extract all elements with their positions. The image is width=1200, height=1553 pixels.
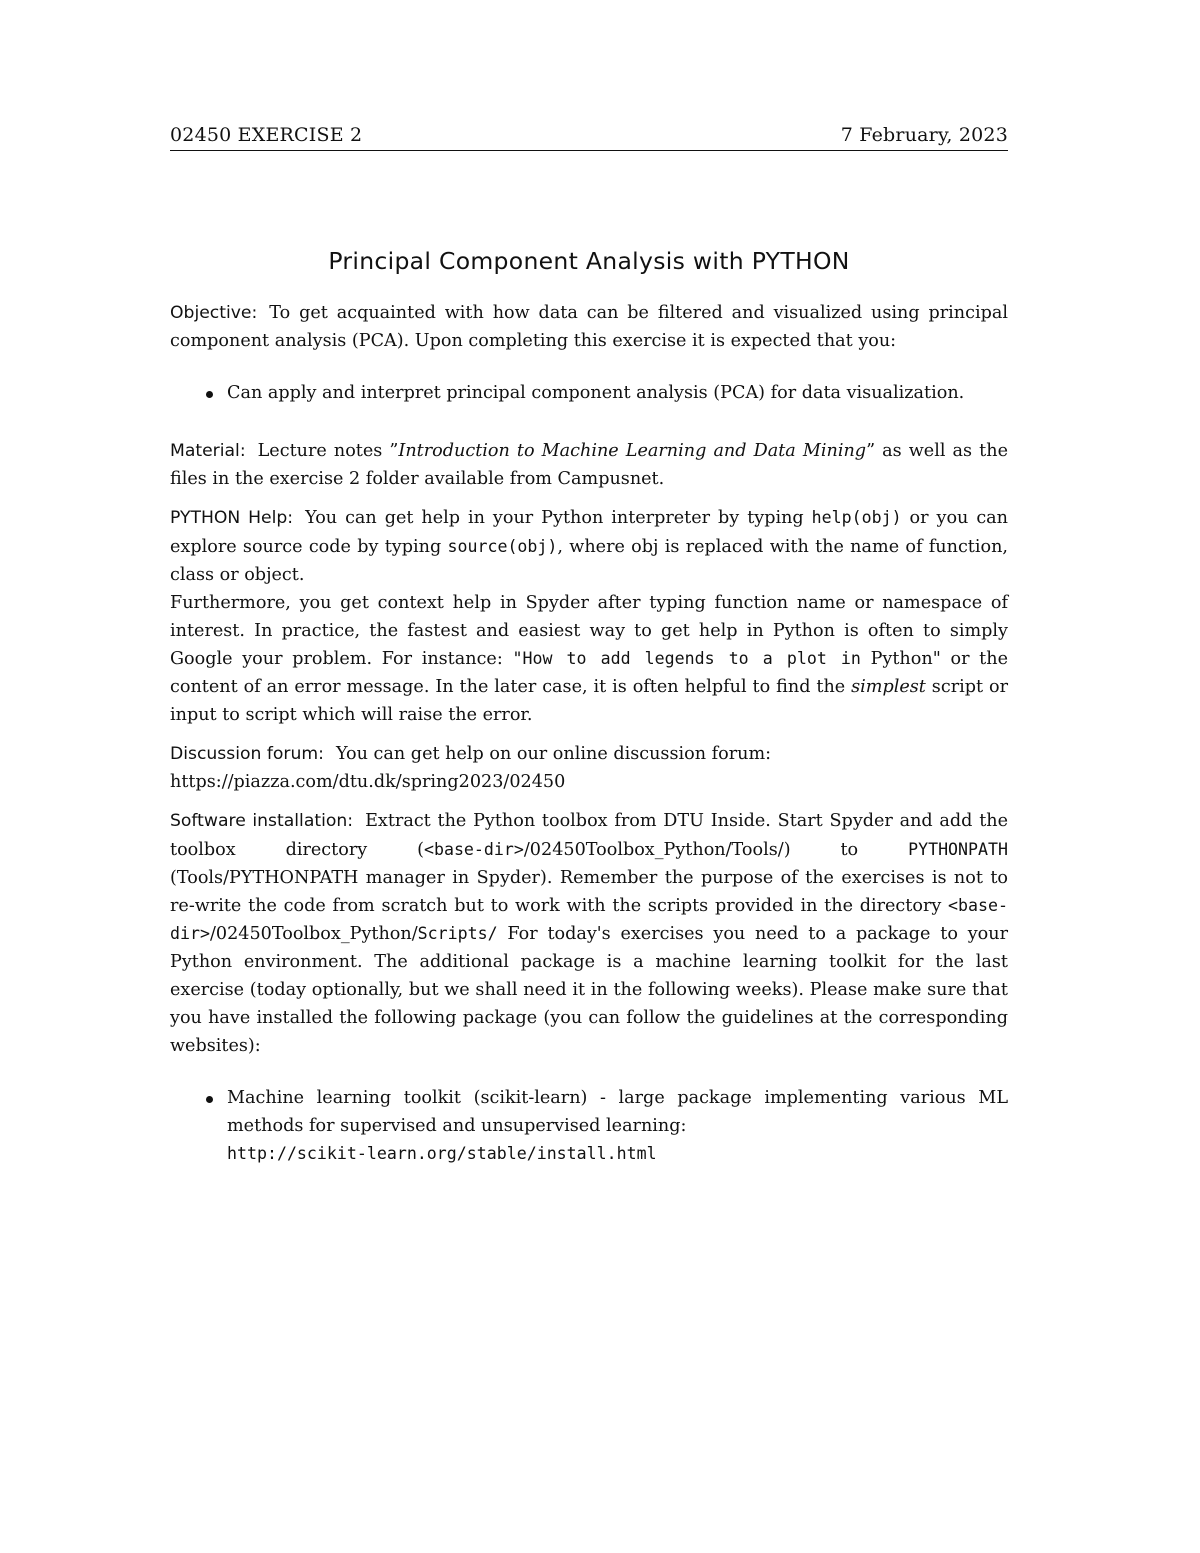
- python-help-text-1: You can get help in your Python interpreter by typing: [305, 508, 812, 529]
- python-help-text-3: , where obj is replaced with the name of function, class or object.: [170, 536, 1009, 585]
- list-item: [227, 1084, 1008, 1168]
- scikit-learn-link[interactable]: http://scikit-learn.org/stable/install.html: [227, 1144, 657, 1164]
- python-help-paragraph: [170, 504, 1008, 588]
- objective-bullet-text: Can apply and interpret principal component analysis (PCA) for data visualization.: [227, 383, 965, 404]
- material-text-after: ” as well as the files in the exercise 2 folder available from Campusnet.: [170, 441, 1008, 490]
- discussion-forum-link[interactable]: https://piazza.com/dtu.dk/spring2023/02450: [170, 772, 566, 793]
- course-exercise-label: 02450 EXERCISE 2: [170, 124, 363, 146]
- bullet-icon: [206, 391, 213, 398]
- list-item: [227, 379, 1008, 407]
- software-label: Software installation:: [170, 811, 354, 832]
- pythonpath-code: PYTHONPATH: [908, 839, 1008, 859]
- material-label: Material:: [170, 441, 246, 462]
- software-text-1: Extract the Python toolbox from DTU Inside. Start Spyder and add the toolbox directory (: [170, 811, 1009, 860]
- document-title: Principal Component Analysis with PYTHON: [328, 247, 850, 275]
- scripts-code: Scripts/: [417, 923, 498, 943]
- python-help-paragraph-2: [170, 589, 1008, 729]
- example-query-code: "How to add legends to a plot in: [512, 648, 861, 668]
- discussion-text: You can get help on our online discussion forum:: [335, 744, 772, 765]
- python-help-text-2: or you can explore source code by typing: [170, 508, 1009, 557]
- software-text-2: /02450Toolbox_Python/Tools/) to: [523, 839, 909, 860]
- python-help-text-5: Python" or the content of an error message. In the later case, it is often helpful to find the: [170, 648, 1008, 698]
- discussion-paragraph: [170, 740, 1008, 796]
- material-text-before: Lecture notes ”: [257, 441, 399, 462]
- python-help-label: PYTHON Help:: [170, 508, 294, 529]
- running-header: [170, 124, 1008, 151]
- material-paragraph: [170, 437, 1008, 493]
- bullet-icon: [206, 1096, 213, 1103]
- python-help-text-4: Furthermore, you get context help in Spyder after typing function name or namespace of interest. In practice, the fastest and easiest way to get help in Python is often to simply Google your problem. For instance:: [170, 592, 1008, 669]
- objective-paragraph: [170, 299, 1008, 355]
- objective-list: [170, 379, 1008, 407]
- base-dir-code: <base-dir>: [423, 839, 524, 859]
- book-title: Introduction to Machine Learning and Data Mining: [398, 441, 867, 462]
- objective-text: To get acquainted with how data can be filtered and visualized using principal component analysis (PCA). Upon completing this exercise it is expected that you:: [170, 303, 1008, 352]
- software-text-3: (Tools/PYTHONPATH manager in Spyder). Remember the purpose of the exercises is not to re-write the code from scratch but to work with the scripts provided in the directory: [170, 867, 1008, 916]
- software-text-5: For today's exercises you need to a package to your Python environment. The additional package is a machine learning toolkit for the last exercise (today optionally, but we shall need it in the following weeks). Please make sure that you have installed the following package (you can follow the guidelines at the corresponding websites):: [170, 923, 1008, 1057]
- discussion-label: Discussion forum:: [170, 744, 324, 765]
- package-list: [170, 1084, 1008, 1168]
- page: [170, 124, 1008, 1169]
- software-paragraph: [170, 807, 1008, 1060]
- software-text-4: /02450Toolbox_Python/: [209, 923, 418, 944]
- header-date: 7 February, 2023: [840, 124, 1008, 146]
- source-code: source(obj): [447, 536, 558, 556]
- objective-label: Objective:: [170, 303, 258, 323]
- help-code: help(obj): [811, 508, 902, 528]
- python-help-text-6: script or input to script which will raise the error.: [170, 677, 1008, 726]
- package-bullet-text: Machine learning toolkit (scikit-learn) - large package implementing various ML methods for supervised and unsupervised learning:: [227, 1088, 1008, 1137]
- base-dir-code-2: <base-dir>: [170, 895, 1008, 943]
- emphasis-simplest: simplest: [851, 677, 926, 698]
